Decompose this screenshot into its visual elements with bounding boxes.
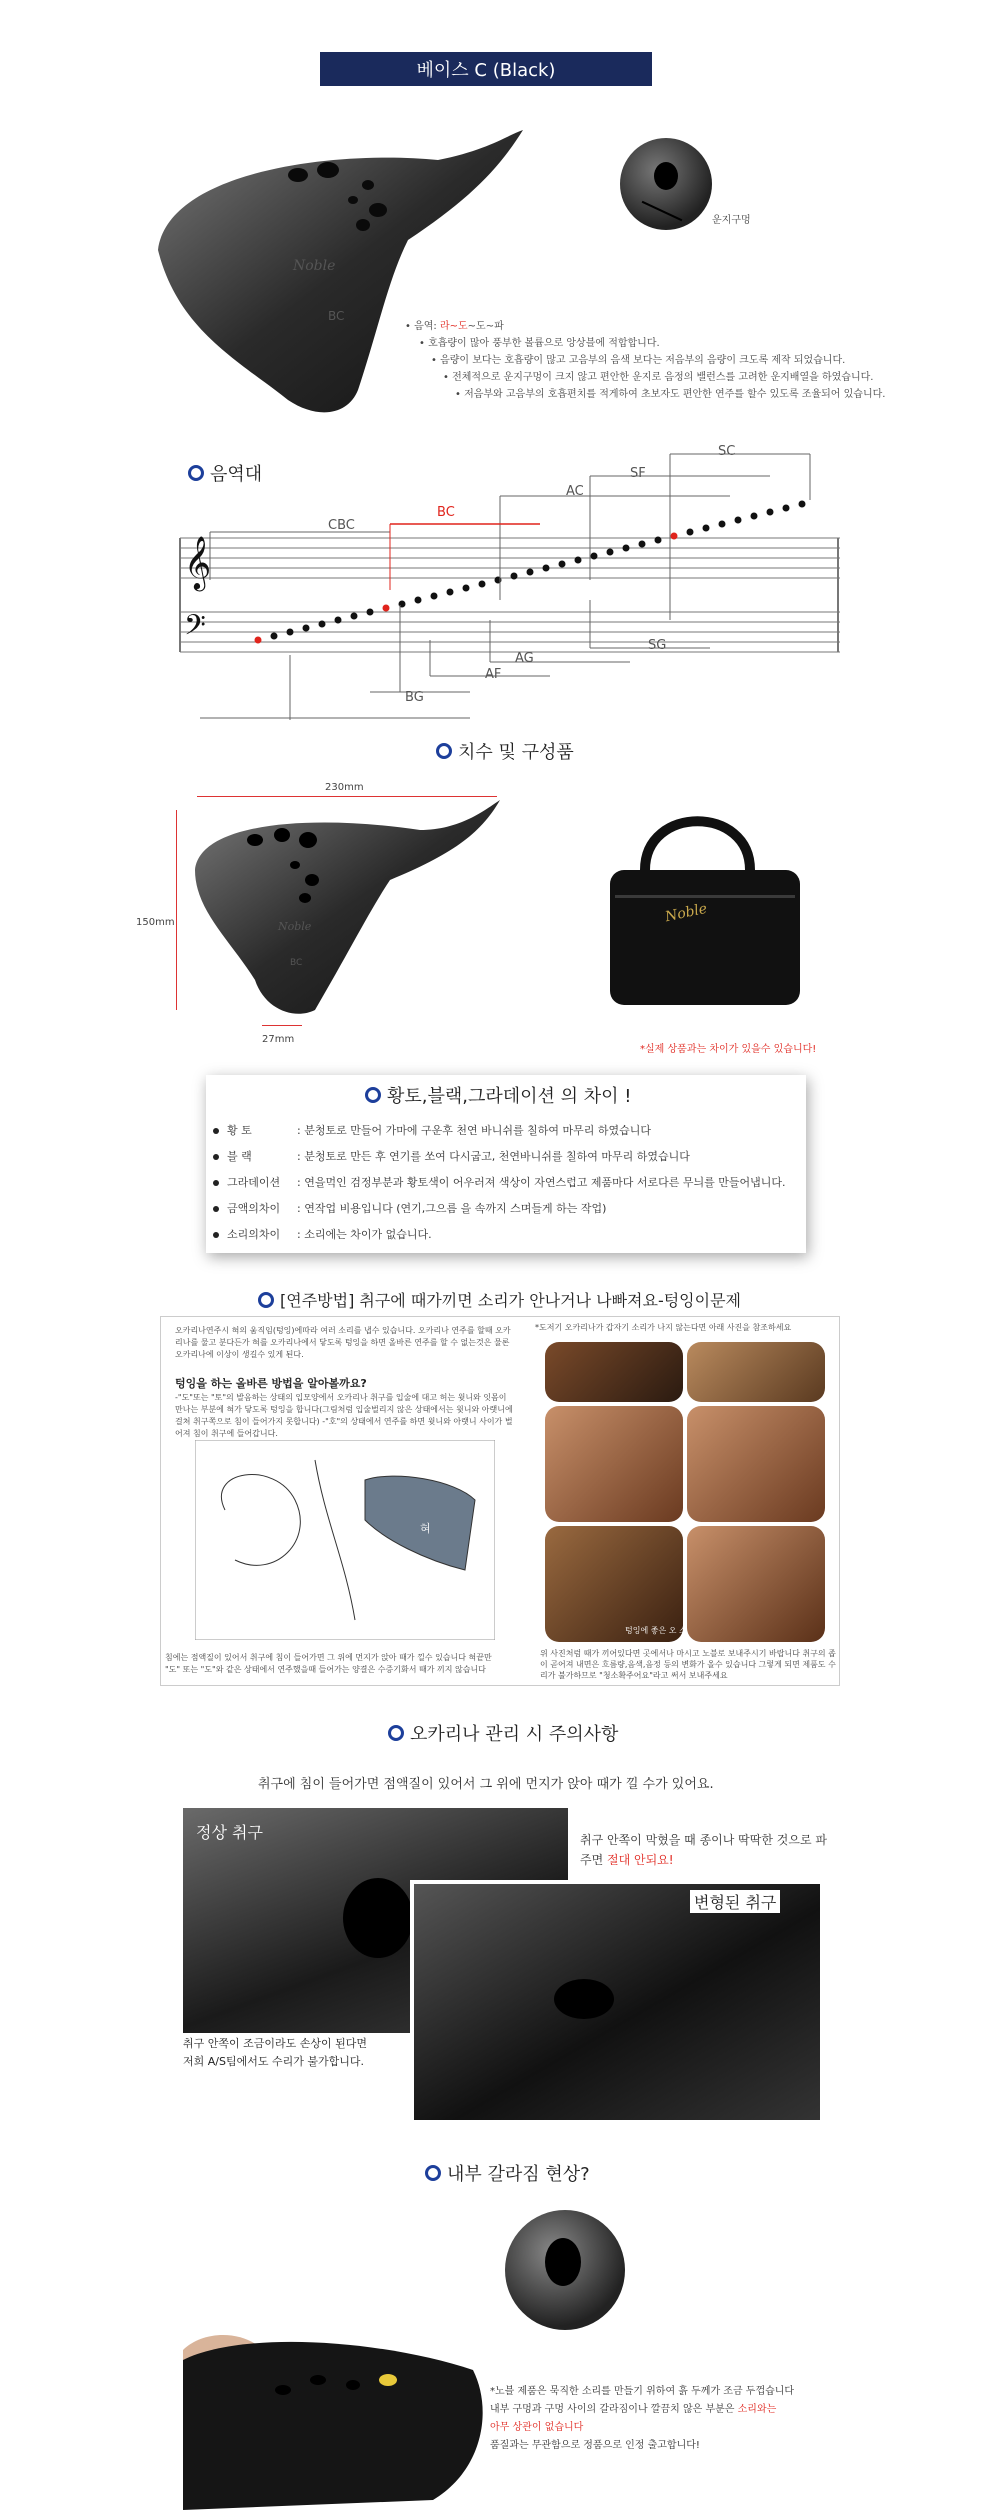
internal-text: *노블 제품은 묵직한 소리를 만들기 위하여 흙 두께가 조금 두껍습니다 내부 구멍과 구멍 사이의 갈라짐이나 깔끔치 않은 부분은 소리와는 아무 상관이 없습니다 품질과는 무관함으로 정품으로 인정 출고합니다! <box>490 2386 795 2451</box>
playing-right-intro: *도저기 오카리나가 갑자기 소리가 나지 않는다면 아래 사진을 참조하세요 <box>535 1323 792 1332</box>
difference-row: 소리의차이 : 소리에는 차이가 없습니다. <box>213 1226 785 1242</box>
damage-note: 취구 안쪽이 조금이라도 손상이 된다면 저희 A/S팀에서도 수리가 불가합니다. <box>183 2035 408 2071</box>
svg-text:BC: BC <box>290 958 303 968</box>
care-subtitle: 취구에 침이 들어가면 점액질이 있어서 그 위에 먼지가 앉아 때가 낄 수가 있어요. <box>258 1777 714 1792</box>
range-label-sf: SF <box>630 466 646 481</box>
playing-photo <box>687 1526 825 1642</box>
deformed-mouthpiece-photo <box>410 1880 820 2120</box>
bag-brand-text: Noble <box>663 900 709 926</box>
tongue-diagram <box>195 1440 495 1640</box>
header-title-bar <box>320 52 652 86</box>
height-dimension-line <box>176 810 177 1010</box>
playing-photo <box>545 1342 683 1402</box>
mouthpiece-hole <box>554 1979 614 2019</box>
svg-text:𝄞: 𝄞 <box>184 535 212 589</box>
playing-photo <box>687 1406 825 1522</box>
product-difference-note: *실제 상품과는 차이가 있을수 있습니다! <box>640 1044 817 1055</box>
depth-dimension-line <box>262 1025 302 1026</box>
playing-photo <box>545 1406 683 1522</box>
internal-section-title: 내부 갈라짐 현상? <box>425 2160 590 2186</box>
playing-section-title: [연주방법] 취구에 때가끼면 소리가 안나거나 나빠져요-텅잉이문제 <box>258 1288 741 1311</box>
tongue-label: 혀 <box>420 1522 431 1535</box>
circle-bullet-icon <box>258 1292 274 1308</box>
playing-photo-grid <box>545 1342 825 1642</box>
playing-left-body: -"도"또는 "토"의 발음하는 상태의 입모양에서 오카리나 취구를 입술에 대고 허는 윗니와 잇몸이 만나는 부분에 혀가 닿도록 텅잉을 합니다(그림처럼 입술벌리지 않은 상태에서는 윗니와 아랫니에 걸쳐 취구쪽으로 침이 들어가지 못합니다) -"호"의 상태에서 연주를 하면 윗니와 아랫니 사이가 벌어져 침이 취구에 들어갑니다. <box>175 1393 513 1438</box>
page-title: 베이스 C (Black) <box>416 60 556 81</box>
mouthpiece-hole <box>545 2238 581 2286</box>
deformed-mouthpiece-label: 변형된 취구 <box>690 1890 780 1913</box>
svg-text:𝄢: 𝄢 <box>184 609 206 649</box>
intro-bullet: • 저음부와 고음부의 호흡편치를 적게하여 초보자도 편안한 연주를 할수 있도록 조율되어 있습니다. <box>455 389 886 400</box>
playing-left-intro: 오카리나연주시 혀의 움직임(텅잉)에따라 여러 소리를 냅수 있습니다. 오카리나 연주를 할때 오카리나를 물고 분다든가 혀를 오카리나에서 닿도록 텅잉을 하면 올바른 연주를 할 수 없는것은 물론 오카리나에 이상이 생길수 있게 된다. <box>175 1326 511 1359</box>
mouthpiece-detail <box>620 138 712 230</box>
difference-section-title: 황토,블랙,그라데이션 의 차이 ! <box>365 1082 631 1108</box>
playing-photo <box>687 1342 825 1402</box>
difference-row: 블 랙 : 분청토로 만든 후 연기를 쏘여 다시굽고, 천연바니쉬를 칠하여 마무리 하였습니다 <box>213 1148 785 1164</box>
playing-right-footer: 위 사진처럼 때가 끼어있다면 곳에서나 마시고 노블로 보내주시기 바랍니다 취구의 좁이 곧어져 내면은 흐름량,음색,음정 등의 변화가 올수 있습니다 그렇게 되면 제품도 수리가 불가하므로 "청소확주어요"라고 써서 보내주세요 <box>540 1649 836 1680</box>
circle-bullet-icon <box>436 743 452 759</box>
internal-mouthpiece-detail <box>505 2210 625 2330</box>
svg-text:BC: BC <box>328 309 345 323</box>
range-section-title: 음역대 <box>188 460 262 486</box>
intro-bullet: • 음량이 보다는 호흡량이 많고 고음부의 음색 보다는 저음부의 음량이 크도록 제작 되었습니다. <box>431 355 846 366</box>
width-label: 230mm <box>325 782 364 793</box>
intro-bullet: • 호흡량이 많아 풍부한 볼륨으로 앙상블에 적합합니다. <box>419 338 660 349</box>
mouthpiece-hole <box>654 162 678 190</box>
circle-bullet-icon <box>388 1725 404 1741</box>
width-dimension-line <box>197 796 497 797</box>
intro-bullets <box>405 318 885 403</box>
range-label-bc: BC <box>437 505 455 520</box>
mouthpiece-hole <box>343 1878 413 1958</box>
range-label-sc: SC <box>718 444 736 459</box>
warning-bubble: 취구 안쪽이 막혔을 때 종이나 딱딱한 것으로 파주면 절대 안되요! <box>580 1833 827 1867</box>
hand-holding-ocarina-image <box>183 2230 503 2510</box>
svg-text:Noble: Noble <box>293 258 336 274</box>
range-label-sg: SG <box>648 638 667 653</box>
range-label-ac: AC <box>566 484 584 499</box>
difference-row: 금액의차이 : 연작업 비용입니다 (연기,그으름 을 속까지 스며들게 하는 작업) <box>213 1200 785 1216</box>
range-label-cbc: CBC <box>328 518 355 533</box>
intro-bullet: • 음역: 라~도~도~파 <box>405 321 504 332</box>
photo-caption: 텅잉에 좋은 오 스 <box>625 1626 687 1635</box>
normal-mouthpiece-label: 정상 취구 <box>196 1823 263 1842</box>
depth-label: 27mm <box>262 1034 295 1045</box>
hole-label: 운지구멍 <box>712 215 751 226</box>
playing-left-footer: 침에는 점액질이 있어서 취구에 침이 들어가면 그 위에 먼지가 앉아 때가 낄수 있습니다 혀끝만 "도" 또는 "도"와 같은 상태에서 연주했을때 들어가는 양결은 수증기화서 때가 끼지 않습니다 <box>165 1653 492 1674</box>
range-label-af: AF <box>485 667 502 682</box>
ocarina-dimension-image <box>190 800 500 1020</box>
svg-text:Noble: Noble <box>278 920 312 933</box>
dimension-section-title: 치수 및 구성품 <box>436 738 574 764</box>
height-label: 150mm <box>136 917 175 928</box>
range-diagram <box>170 440 850 720</box>
intro-bullet: • 전체적으로 운지구멍이 크지 않고 편안한 운지로 음정의 밸런스를 고려한 운지배열을 하였습니다. <box>443 372 874 383</box>
difference-row: 그라데이션 : 연을먹인 검정부분과 황토색이 어우러져 색상이 자연스럽고 제품마다 서로다른 무늬를 만들어냅니다. <box>213 1174 785 1190</box>
difference-list <box>213 1122 785 1252</box>
difference-row: 황 토 : 분청토로 만들어 가마에 구운후 천연 바니쉬를 칠하여 마무리 하였습니다 <box>213 1122 785 1138</box>
circle-bullet-icon <box>365 1087 381 1103</box>
playing-left-heading: 텅잉을 하는 올바른 방법을 알아볼까요? <box>175 1377 367 1390</box>
range-label-ag: AG <box>515 651 534 666</box>
circle-bullet-icon <box>425 2165 441 2181</box>
range-label-bg: BG <box>405 690 424 705</box>
care-section-title: 오카리나 관리 시 주의사항 <box>388 1720 618 1746</box>
